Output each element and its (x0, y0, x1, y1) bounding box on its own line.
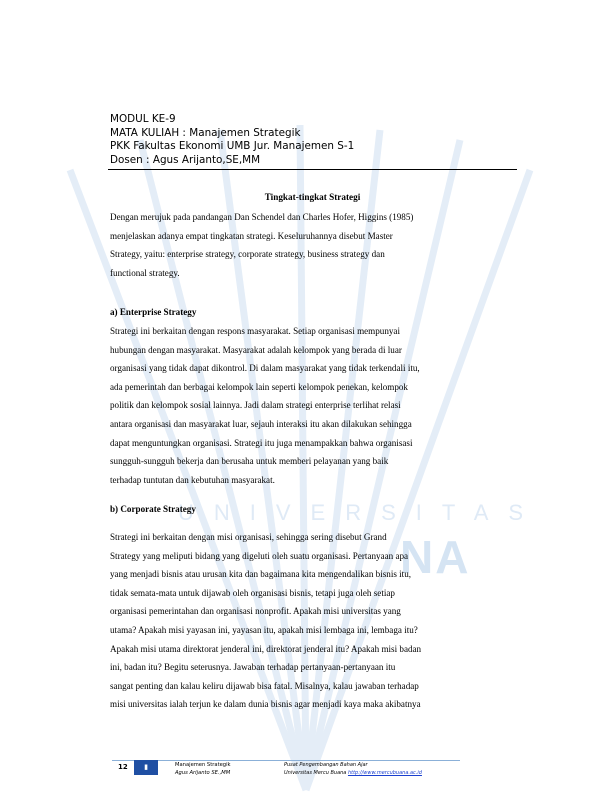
header-line: PKK Fakultas Ekonomi UMB Jur. Manajemen S-1 (110, 140, 355, 152)
text-line: Strategi ini berkaitan dengan misi organisasi, sehingga sering disebut Grand (110, 532, 387, 542)
page-number: 12 (118, 763, 128, 771)
footer-author: Agus Arijanto SE.,MM (175, 770, 231, 776)
text-line: Apakah misi utama direktorat jenderal ini, direktorat jenderal itu? Apakah misi badan (110, 643, 422, 654)
section-b-heading: b) Corporate Strategy (110, 504, 196, 514)
watermark-name-text: NA (400, 531, 471, 583)
header-divider (108, 169, 517, 170)
university-website-link[interactable]: http://www.mercubuana.ac.id (347, 770, 422, 776)
text-line: utama? Apakah misi yayasan ini, yayasan itu, apakah misi lembaga ini, lembaga itu? (110, 624, 418, 635)
text-line: ini, badan itu? Begitu seterusnya. Jawaban terhadap pertanyaan-pertanyaan itu (110, 662, 396, 673)
text-line: yang menjadi bisnis atau urusan kita dan bagaimana kita mengendalikan bisnis itu, (110, 569, 412, 580)
header-line: MODUL KE-9 (110, 113, 176, 125)
section-a-paragraph (110, 322, 510, 489)
text-line: antara organisasi dan masyarakat luar, sejauh interaksi itu akan dilakukan sehingga (110, 418, 412, 429)
text-line: functional strategy. (110, 267, 180, 278)
text-line: misi universitas ialah terjun ke dalam dunia bisnis agar menjadi kaya maka akibatnya (110, 699, 421, 710)
module-header (110, 113, 354, 167)
footer-course-name: Manajemen Strategik (175, 762, 231, 768)
intro-paragraph (110, 208, 510, 282)
header-line: Dosen : Agus Arijanto,SE,MM (110, 153, 261, 166)
text-line: sungguh-sungguh bekerja dan berusaha untuk memberi pelayanan yang baik (110, 456, 389, 467)
text-line: organisasi yang tidak dapat dikontrol. Di dalam masyarakat yang tidak terkendali itu, (110, 363, 420, 374)
text-line: hubungan dengan masyarakat. Masyarakat adalah kelompok yang berada di luar (110, 344, 402, 355)
text-line: politik dan kelompok sosial lainnya. Jadi dalam strategi enterprise terlihat relasi (110, 400, 401, 411)
text-line: Strategy, yaitu: enterprise strategy, corporate strategy, business strategy dan (110, 249, 385, 260)
footer-center-name: Pusat Pengembangan Bahan Ajar (284, 762, 368, 768)
header-line: MATA KULIAH : Manajemen Strategik (110, 126, 301, 139)
section-b-paragraph (110, 528, 510, 714)
text-line: menjelaskan adanya empat tingkatan strategi. Keseluruhannya disebut Master (110, 230, 393, 241)
footer-center-info (284, 761, 422, 777)
footer-course-info (175, 761, 231, 777)
footer-university-line (284, 769, 422, 777)
text-line: Strategy yang meliputi bidang yang digeluti oleh suatu organisasi. Pertanyaan apa (110, 550, 409, 561)
footer-university-name: Universitas Mercu Buana (284, 770, 347, 776)
text-line: Strategi ini berkaitan dengan respons masyarakat. Setiap organisasi mempunyai (110, 326, 400, 336)
text-line: terhadap tuntutan dan kebutuhan masyarakat. (110, 474, 275, 485)
section-a-heading: a) Enterprise Strategy (110, 307, 197, 317)
text-line: organisasi pemerintahan dan organisasi nonprofit. Apakah misi universitas yang (110, 606, 401, 617)
university-logo-icon: ▮ (134, 760, 158, 775)
text-line: sangat penting dan kalau keliru dijawab bisa fatal. Misalnya, kalau jawaban terhadap (110, 680, 419, 691)
text-line: dapat menguntungkan organisasi. Strategi itu juga menampakkan bahwa organisasi (110, 437, 413, 448)
watermark-university-text: UNIVERSITAS (178, 500, 544, 525)
text-line: ada pemerintah dan berbagai kelompok lain seperti kelompok penekan, kelompok (110, 381, 408, 392)
page-title: Tingkat-tingkat Strategi (264, 192, 361, 202)
text-line: Dengan merujuk pada pandangan Dan Schendel dan Charles Hofer, Higgins (1985) (110, 212, 414, 222)
text-line: tidak semata-mata untuk dijawab oleh organisasi bisnis, tetapi juga oleh setiap (110, 587, 395, 598)
